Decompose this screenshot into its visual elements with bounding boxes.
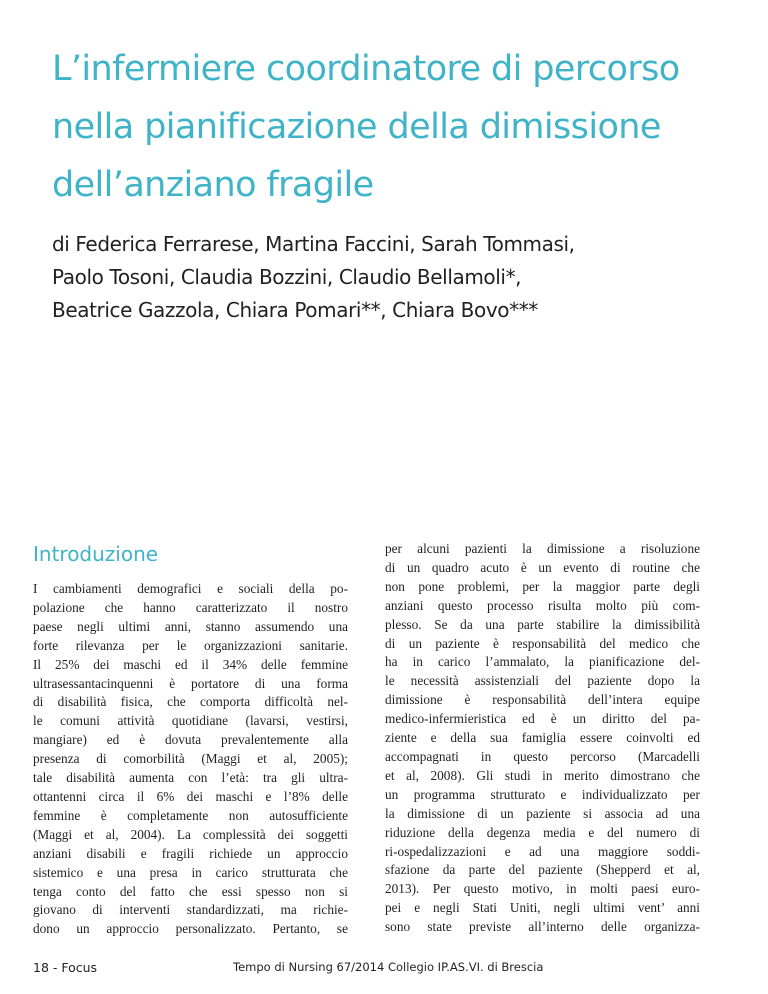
text-line: paese negli ultimi anni, stanno assumendo una [33,618,348,634]
text-line: ri-ospedalizzazioni e ad una maggiore soddi- [385,843,700,859]
text-line: di disabilità fisica, che comporta difficoltà nel- [33,694,348,710]
text-line: 2013). Per questo motivo, in molti paesi euro- [385,881,700,897]
text-line: sistemico e una presa in carico strutturata che [33,864,348,880]
text-line: polazione che hanno caratterizzato il nostro [33,599,348,615]
text-line: ziente e della sua famiglia essere coinvolti ed [385,730,700,746]
text-line: tenga conto del fatto che essi spesso non si [33,883,348,899]
title-line: L’infermiere coordinatore di percorso [52,49,680,89]
text-line: ultrasessantacinquenni è portatore di una forma [33,675,348,691]
body-paragraph [385,540,700,937]
author-line: di Federica Ferrarese, Martina Faccini, Sarah Tommasi, [52,232,575,256]
body-paragraph [33,580,348,939]
text-line: forte rilevanza per le organizzazioni sanitarie. [33,637,348,653]
text-line: anziani questo processo risulta molto più com- [385,597,700,613]
text-line: (Maggi et al, 2004). La complessità dei soggetti [33,826,348,842]
text-line: dono un approccio personalizzato. Pertanto, se [33,921,348,937]
text-line: le necessità assistenziali del paziente dopo la [385,673,700,689]
text-line: non pone problemi, per la maggior parte degli [385,578,700,594]
article-title [52,40,732,214]
title-line: dell’anziano fragile [52,165,374,205]
section-heading: Introduzione [33,542,159,566]
text-line: anziani disabili e fragili richiede un approccio [33,845,348,861]
text-line: accompagnati in questo percorso (Marcadelli [385,748,700,764]
text-line: di un paziente è responsabilità del medico che [385,635,700,651]
text-line: un programma strutturato e individualizzato per [385,786,700,802]
text-line: medico-infermieristica ed è un diritto del pa- [385,711,700,727]
text-line: et al, 2008). Gli studi in merito dimostrano che [385,767,700,783]
text-line: mangiare) ed è dovuta prevalentemente alla [33,732,348,748]
text-line: la dimissione di un paziente si associa ad una [385,805,700,821]
text-line: ottantenni circa il 6% dei maschi e l’8% delle [33,788,348,804]
text-line: dimissione è responsabilità dell’intera equipe [385,692,700,708]
text-line: sfazione da parte del paziente (Shepperd et al, [385,862,700,878]
journal-footer: Tempo di Nursing 67/2014 Collegio IP.AS.VI. di Brescia [233,960,544,974]
text-line: tale disabilità aumenta con l’età: tra gli ultra- [33,770,348,786]
text-line: pei e negli Stati Uniti, negli ultimi vent’ anni [385,900,700,916]
page-number-label: 18 - Focus [33,960,98,975]
text-line: sono state previste all’interno delle organizza- [385,919,700,935]
author-list [52,228,732,327]
text-line: femmine è completamente non autosufficiente [33,807,348,823]
text-line: Il 25% dei maschi ed il 34% delle femmine [33,656,348,672]
text-line: riduzione della degenza media e del numero di [385,824,700,840]
title-line: nella pianificazione della dimissione [52,107,661,147]
text-line: per alcuni pazienti la dimissione a risoluzione [385,541,700,556]
text-line: I cambiamenti demografici e sociali della po- [33,581,348,596]
left-column [33,540,348,939]
text-line: giovano di interventi standardizzati, ma richie- [33,902,348,918]
right-column [385,540,700,937]
text-line: plesso. Se da una parte stabilire la dimissibilità [385,616,700,632]
author-line: Paolo Tosoni, Claudia Bozzini, Claudio Bellamoli*, [52,265,522,289]
text-line: ha in carico l’ammalato, la pianificazione del- [385,654,700,670]
text-line: le comuni attività quotidiane (lavarsi, vestirsi, [33,713,348,729]
text-line: di un quadro acuto è un evento di routine che [385,559,700,575]
text-line: presenza di comorbilità (Maggi et al, 2005); [33,751,348,767]
author-line: Beatrice Gazzola, Chiara Pomari**, Chiara Bovo*** [52,298,538,322]
